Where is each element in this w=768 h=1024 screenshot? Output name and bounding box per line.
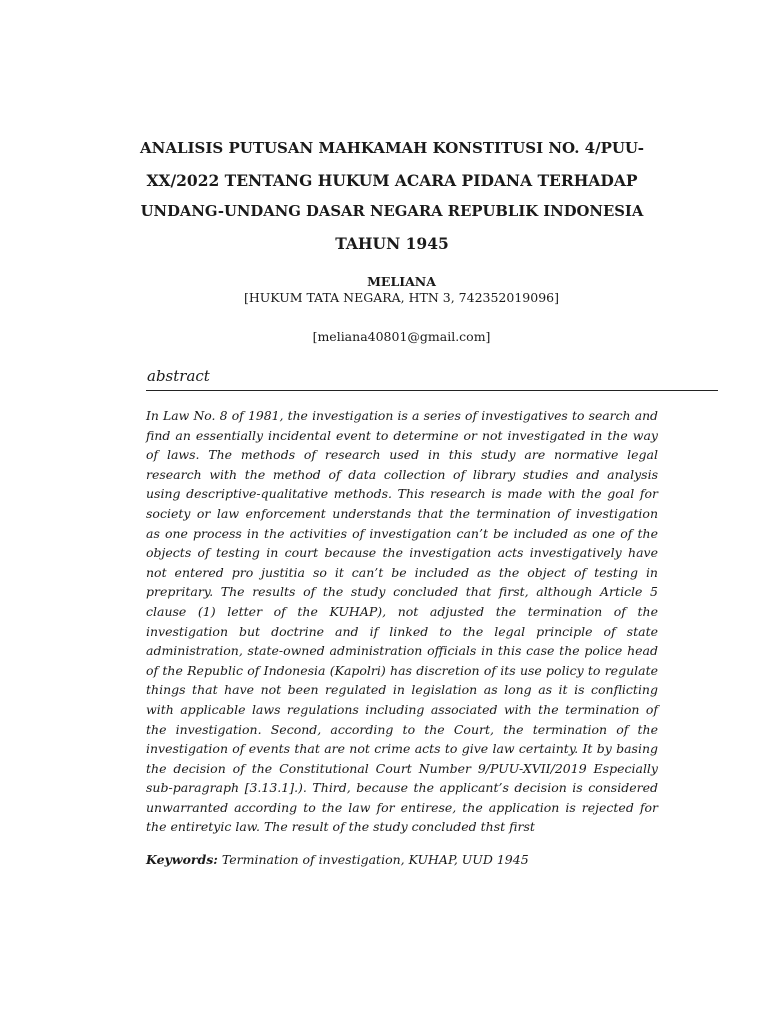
abstract-line: investigation of events that are not crime acts to give law certainty. It by basing bbox=[146, 741, 658, 757]
abstract-line: using descriptive-qualitative methods. This research is made with the goal for bbox=[146, 486, 658, 502]
title-line-1: ANALISIS PUTUSAN MAHKAMAH KONSTITUSI NO. 4/PUU- bbox=[140, 139, 644, 157]
abstract-line: the entiretyic law. The result of the study concluded thst first bbox=[146, 819, 535, 835]
abstract-divider bbox=[146, 390, 718, 391]
abstract-line: unwarranted according to the law for entirese, the application is rejected for bbox=[146, 799, 658, 815]
abstract-line: research with the method of data collection of library studies and analysis bbox=[146, 466, 658, 482]
title-line-2: XX/2022 TENTANG HUKUM ACARA PIDANA TERHADAP bbox=[146, 170, 638, 190]
keywords-text: Termination of investigation, KUHAP, UUD 1945 bbox=[217, 852, 529, 867]
title-line-4: TAHUN 1945 bbox=[335, 233, 449, 253]
abstract-line: not entered pro justitia so it can’t be included as the object of testing in bbox=[146, 564, 658, 580]
abstract-line: clause (1) letter of the KUHAP), not adjusted the termination of the bbox=[146, 603, 658, 619]
author-name: MELIANA bbox=[367, 274, 436, 289]
abstract-line: In Law No. 8 of 1981, the investigation is a series of investigatives to search and bbox=[146, 408, 658, 423]
abstract-line: the investigation. Second, according to the Court, the termination of the bbox=[146, 721, 658, 737]
abstract-line: society or law enforcement understands that the termination of investigation bbox=[146, 505, 658, 521]
abstract-line: objects of testing in court because the investigation acts investigatively have bbox=[146, 545, 658, 561]
abstract-line: find an essentially incidental event to determine or not investigated in the way bbox=[146, 427, 658, 443]
abstract-line: things that have not been regulated in legislation as long as it is conflicting bbox=[146, 682, 658, 698]
abstract-line: as one process in the activities of investigation can’t be included as one of the bbox=[146, 525, 658, 541]
author-affiliation: [HUKUM TATA NEGARA, HTN 3, 742352019096] bbox=[244, 290, 559, 305]
abstract-line: of laws. The methods of research used in this study are normative legal bbox=[146, 447, 658, 463]
abstract-line: prepritary. The results of the study concluded that first, although Article 5 bbox=[146, 584, 658, 600]
keywords bbox=[146, 850, 658, 870]
abstract-line: with applicable laws regulations including associated with the termination of bbox=[146, 701, 658, 717]
abstract-line: of the Republic of Indonesia (Kapolri) has discretion of its use policy to regulate bbox=[146, 662, 658, 678]
paper-title bbox=[140, 133, 644, 259]
abstract-line: administration, state-owned administration officials in this case the police head bbox=[146, 643, 658, 659]
abstract-line: sub-paragraph [3.13.1].). Third, because the applicant’s decision is considered bbox=[146, 780, 658, 796]
abstract-heading: abstract bbox=[147, 367, 210, 385]
keywords-label: Keywords: bbox=[146, 852, 218, 867]
abstract-line: the decision of the Constitutional Court Number 9/PUU-XVII/2019 Especially bbox=[146, 760, 658, 776]
abstract-body bbox=[146, 406, 658, 837]
title-line-3: UNDANG-UNDANG DASAR NEGARA REPUBLIK INDONESIA bbox=[140, 203, 644, 220]
abstract-line: investigation but doctrine and if linked to the legal principle of state bbox=[146, 623, 658, 639]
author-email: [meliana40801@gmail.com] bbox=[312, 329, 491, 344]
